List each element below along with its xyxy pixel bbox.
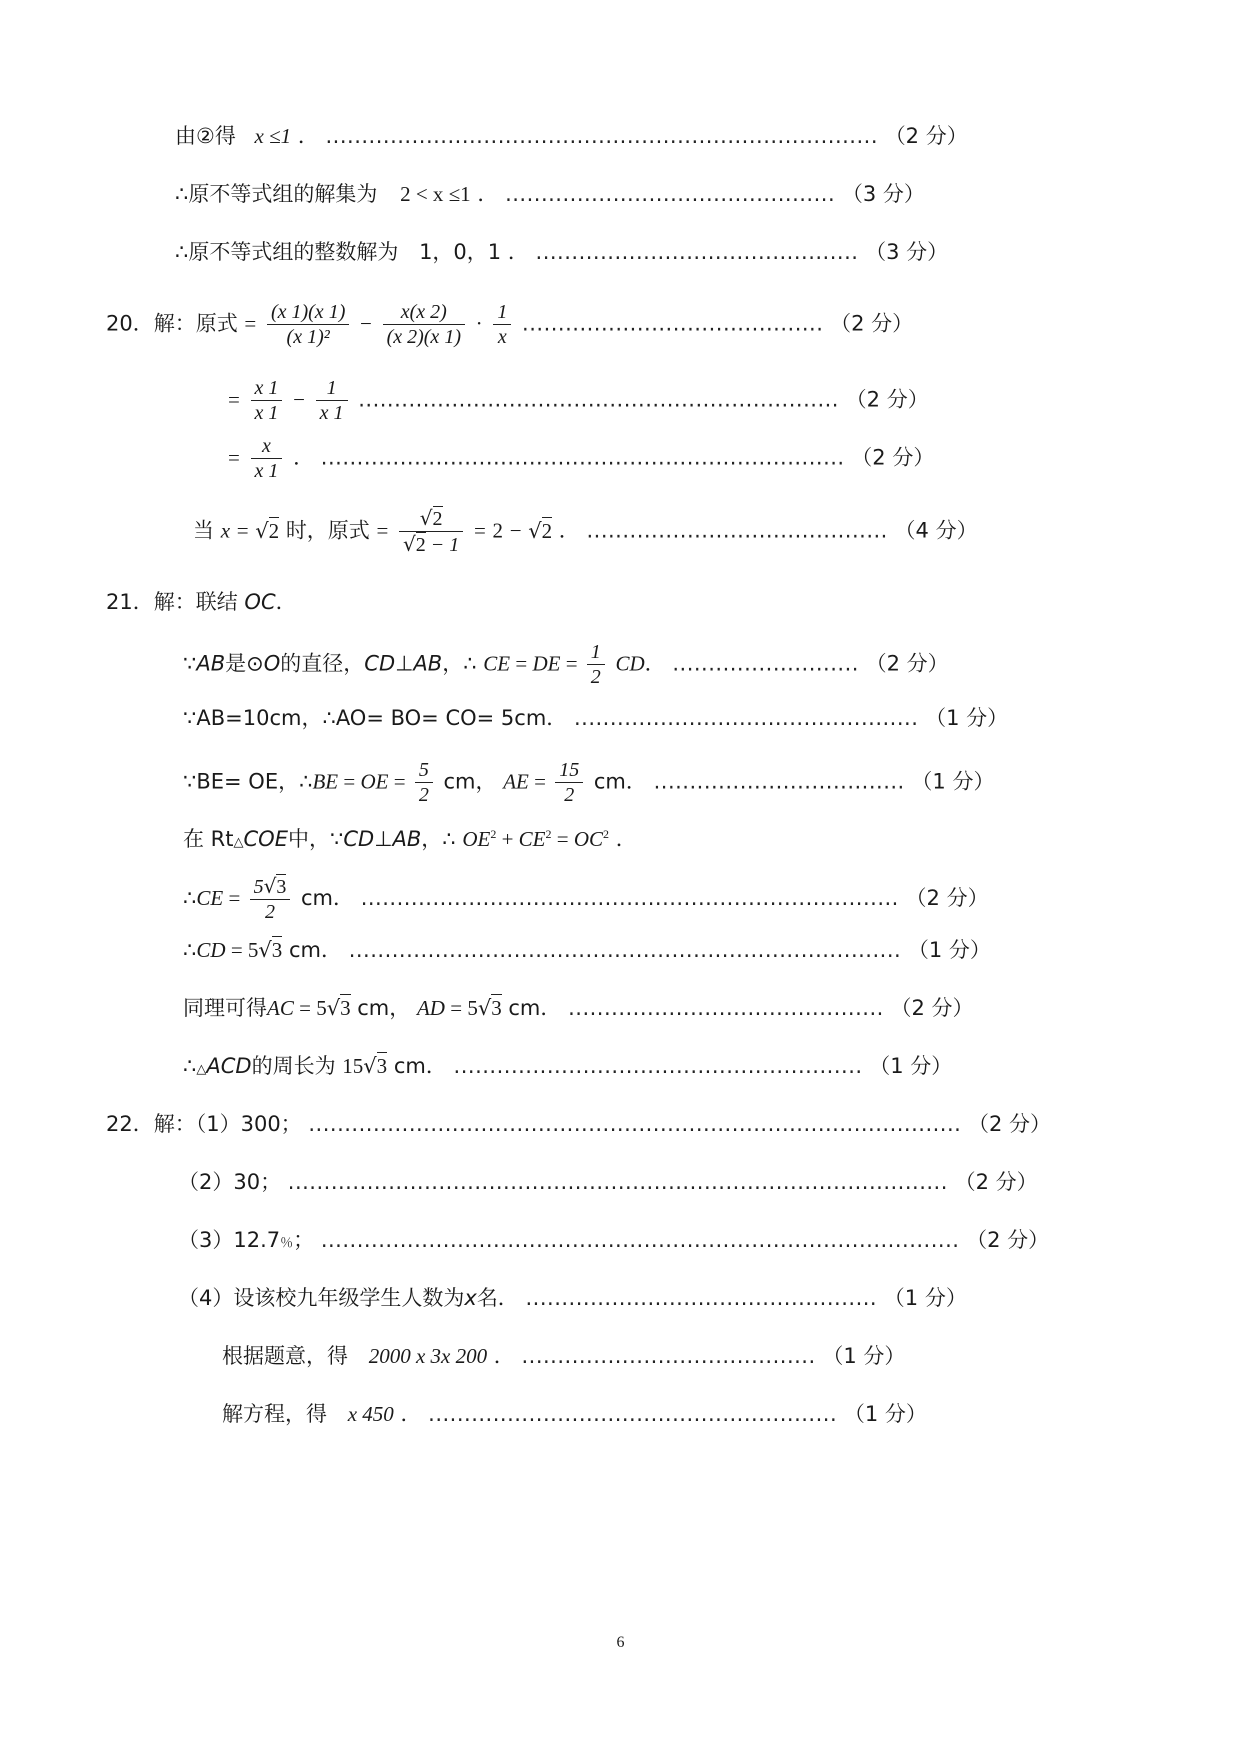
fraction: $\frac{x}{x 1}$ xyxy=(251,434,283,483)
leader-dots: ................................................................... xyxy=(358,387,839,412)
line-solution-set: ∴原不等式组的解集为 2 < x ≤1 ． .............................................. （3 分） xyxy=(175,182,925,206)
q21-line-5: ∴CE = $\frac{5√3}{2}$ cm． ........................................................................... （2 分） xyxy=(183,874,989,923)
fraction: $\frac{15}{2}$ xyxy=(555,758,583,807)
q21-line-7: 同理可得AC = 5√3 cm， AD = 5√3 cm． ............................................ （2 分） xyxy=(183,996,974,1020)
leader-dots: ............................................................................................ xyxy=(287,1170,948,1194)
q22-line-1: 22．解：（1）300； ........................................................................................... （2 分） xyxy=(106,1112,1052,1136)
score: （1 分） xyxy=(843,1402,927,1426)
leader-dots: .............................................. xyxy=(505,182,836,206)
leader-dots: ......................................................... xyxy=(428,1402,838,1426)
leader-dots: ......................................................... xyxy=(453,1054,863,1078)
leader-dots: ................................................ xyxy=(573,706,919,730)
leader-dots: ............................................................................. xyxy=(325,124,878,148)
sqrt: √2 xyxy=(255,518,280,543)
q22-line-3: （3）12.7％； ......................................................................................... （2 分） xyxy=(178,1228,1050,1252)
leader-dots: ......................................................................... xyxy=(320,445,845,470)
score: （3 分） xyxy=(865,240,949,264)
leader-dots: ................................................. xyxy=(525,1286,878,1310)
score: （2 分） xyxy=(845,387,929,412)
q21-line-3: ∵BE= OE，∴BE = OE = $\frac{5}{2}$ cm， AE = $\frac{15}{2}$ cm． ................................... （1 分） xyxy=(183,759,995,806)
leader-dots: ......................................................................................... xyxy=(320,1228,960,1252)
q21-line-2: ∵AB=10cm，∴AO= BO= CO= 5cm． ................................................ （1 分） xyxy=(183,706,1009,730)
q21-line-4: 在 Rt△COE中，∵CD⊥AB，∴ $OE^2 + CE^2 = OC^2$ ． xyxy=(183,827,637,851)
fraction: $\frac{√2}{√2 - 1}$ xyxy=(399,506,463,557)
q21-header: 21．解：联结 OC． xyxy=(106,590,297,614)
fraction: $\frac{5}{2}$ xyxy=(415,758,433,807)
q22-line-6: 解方程，得 x 450 ． ......................................................... （1 分） xyxy=(222,1402,927,1426)
score: （2 分） xyxy=(966,1228,1050,1252)
leader-dots: .......................................... xyxy=(522,311,824,336)
fraction: $\frac{5√3}{2}$ xyxy=(250,874,291,924)
score: （1 分） xyxy=(869,1054,953,1078)
score: （2 分） xyxy=(865,651,949,676)
fraction: $\frac{x 1}{x 1}$ xyxy=(251,376,283,425)
q22-line-2: （2）30； ............................................................................................ （2 分） xyxy=(178,1170,1038,1194)
line-solution-from-2: 由②得 x ≤1 ． ............................................................................. （2 分） xyxy=(175,124,968,148)
fraction: $\frac{1}{x 1}$ xyxy=(316,376,348,425)
score: （2 分） xyxy=(905,886,989,910)
score: （3 分） xyxy=(841,182,925,206)
q20-label: 20．解：原式 xyxy=(106,311,238,336)
page-number: 6 xyxy=(616,1634,625,1651)
leader-dots: .......................................... xyxy=(586,518,888,543)
q20-line-4: 当 x = √2 时，原式 = $\frac{√2}{√2 - 1}$ = 2 − √2 ． .......................................... （4 分） xyxy=(193,506,978,556)
score: （1 分） xyxy=(883,1286,967,1310)
q22-label: 22．解： xyxy=(106,1112,196,1136)
score: （2 分） xyxy=(890,996,974,1020)
line-integer-solutions: ∴原不等式组的整数解为 1，0，1 ． ............................................. （3 分） xyxy=(175,240,949,264)
leader-dots: ................................... xyxy=(653,769,905,794)
score: （1 分） xyxy=(822,1344,906,1368)
q20-line-3: = $\frac{x}{x 1}$ ． ......................................................................... （2 分） xyxy=(228,435,935,482)
score: （2 分） xyxy=(884,124,968,148)
q22-line-5: 根据题意，得 2000 x 3x 200 ． ......................................... （1 分） xyxy=(222,1344,906,1368)
score: （2 分） xyxy=(968,1112,1052,1136)
leader-dots: ............................................................................. xyxy=(348,938,902,962)
fraction: $\frac{(x 1)(x 1)}{\text{(x 1)²}}$ xyxy=(267,300,349,349)
leader-dots: ............................................ xyxy=(568,996,884,1020)
sqrt: √2 xyxy=(528,518,553,543)
leader-dots: ........................................................................... xyxy=(360,886,899,910)
q22-line-4: （4）设该校九年级学生人数为x名． ................................................. （1 分） xyxy=(178,1286,967,1310)
q20-line-2: = $\frac{x 1}{x 1}$ − $\frac{1}{x 1}$ ................................................................... （2 分） xyxy=(228,377,929,424)
fraction: $\frac{1}{x}$ xyxy=(493,300,511,349)
q21-line-8: ∴△ACD的周长为 15√3 cm． ......................................................... （1 分） xyxy=(183,1054,953,1078)
score: （1 分） xyxy=(907,938,991,962)
score: （2 分） xyxy=(954,1170,1038,1194)
q21-line-1: ∵AB是⊙O的直径，CD⊥AB，∴ CE = DE = $\frac{1}{2}$ CD． .......................... （2 分） xyxy=(183,641,949,688)
leader-dots: ............................................. xyxy=(535,240,859,264)
fraction: $\frac{x(x 2)}{(x 2)(x 1)}$ xyxy=(383,300,465,349)
q21-label: 21．解：联结 xyxy=(106,590,238,614)
fraction: $\frac{1}{2}$ xyxy=(587,640,605,689)
score: （4 分） xyxy=(894,518,978,543)
score: （1 分） xyxy=(925,706,1009,730)
score: （1 分） xyxy=(911,769,995,794)
q21-line-6: ∴CD = 5√3 cm． ............................................................................. （1 分） xyxy=(183,938,991,962)
score: （2 分） xyxy=(851,445,935,470)
score: （2 分） xyxy=(830,311,914,336)
leader-dots: ......................................... xyxy=(521,1344,816,1368)
leader-dots: ........................................................................................... xyxy=(308,1112,962,1136)
q20-line-1: 20．解：原式 = $\frac{(x 1)(x 1)}{\text{(x 1)²}}$ − $\frac{x(x 2)}{(x 2)(x 1)}$ · $\frac{1}{x}$ .......................................... （2 分） xyxy=(106,301,914,348)
leader-dots: .......................... xyxy=(672,651,859,676)
